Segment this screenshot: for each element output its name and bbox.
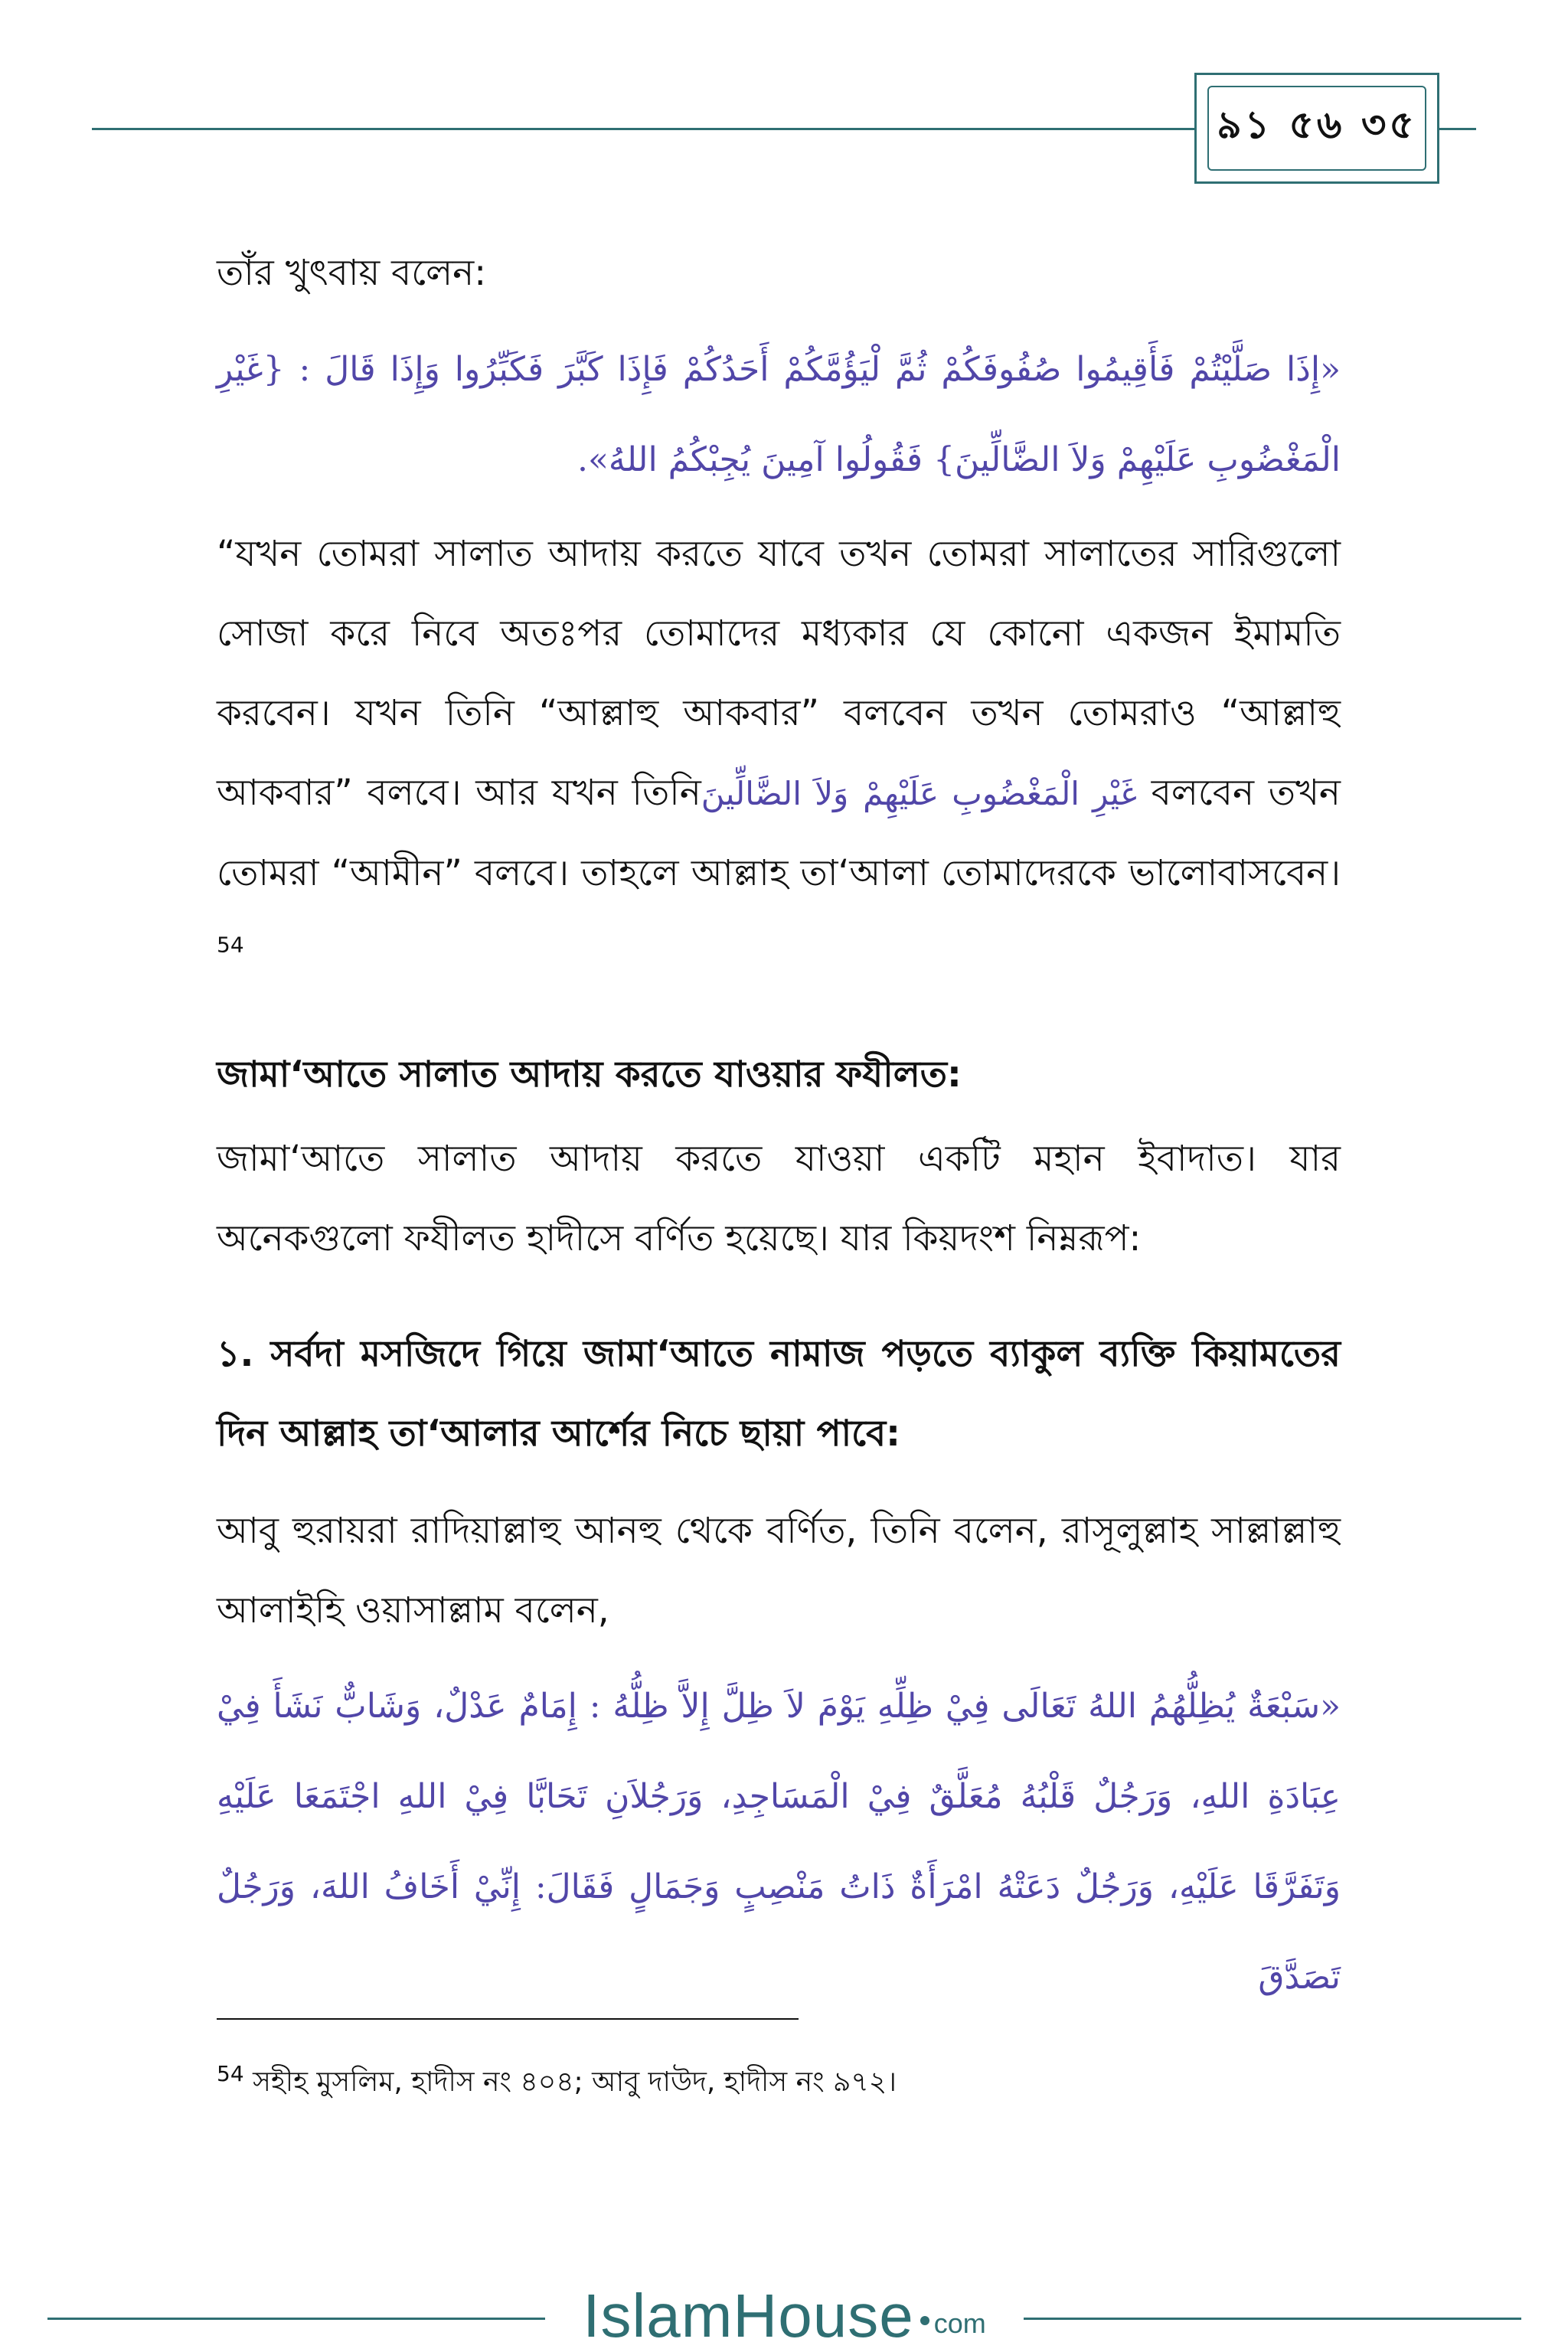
logo-wordmark: IslamHouse [583,2282,914,2350]
islamhouse-logo [545,2282,1024,2350]
point-1-heading: ১. সর্বদা মসজিদে গিয়ে জামা‘আতে নামাজ পড়তে ব্যাকুল ব্যক্তি কিয়ামতের দিন আল্লাহ তা‘আলার আর্শের নিচে ছায়া পাবে: [217,1333,1341,1455]
page-number-box [1194,73,1439,184]
header-rule-left [92,128,1194,130]
arabic-hadith-quote-1: «إِذَا صَلَّيْتُمْ فَأَقِيمُوا صُفُوفَكُمْ ثُمَّ لْيَؤُمَّكُمْ أَحَدُكُمْ فَإِذَا كَبَّرَ فَكَبِّرُوا وَإِذَا قَالَ : {غَيْرِ الْمَغْضُوبِ عَلَيْهِمْ وَلاَ الضَّالِّينَ} فَقُولُوا آمِينَ يُجِبْكُمُ اللهُ». [217,350,1341,479]
footnote-rule [217,2018,799,2020]
header-rule-right [1439,128,1476,130]
logo-suffix: com [933,2308,986,2339]
section-paragraph: জামা‘আতে সালাত আদায় করতে যাওয়া একটি মহান ইবাদাত। যার অনেকগুলো ফযীলত হাদীসে বর্ণিত হয়েছে। যার কিয়দংশ নিম্নরূপ: [217,1138,1341,1259]
narration-text: আবু হুরায়রা রাদিয়াল্লাহু আনহু থেকে বর্ণিত, তিনি বলেন, রাসূলুল্লাহ সাল্লাল্লাহু আলাইহি ওয়াসাল্লাম বলেন, [217,1510,1341,1632]
translation-text-part-1: “যখন তোমরা সালাত আদায় করতে যাবে তখন তোমরা সালাতের সারিগুলো সোজা করে নিবে অতঃপর তোমাদের মধ্যকার যে কোনো একজন ইমামতি করবেন। যখন তিনি “আল্লাহু আকবার” বলবেন তখন তোমরাও “আল্লাহু আকবার” বলবে। আর যখন তিনি [217,533,1341,814]
page-number: ৯১ ৫৬ ৩৫ [1217,103,1417,147]
footnote-text: সহীহ মুসলিম, হাদীস নং ৪০৪; আবু দাউদ, হাদীস নং ৯৭২। [253,2066,897,2098]
intro-text: তাঁর খুৎবায় বলেন: [217,252,487,294]
arabic-inline-wala-ddallin: وَلاَ الضَّالِّينَ [701,775,849,812]
page-number-frame [1207,86,1426,171]
footnote-ref: 54 [217,932,244,958]
translation-text-part-2: বলবেন তখন তোমরা “আমীন” বলবে। তাহলে আল্লাহ তা‘আলা তোমাদেরকে ভালোবাসবেন। [217,772,1341,894]
arabic-hadith-quote-2: «سَبْعَةٌ يُظِلُّهُمُ اللهُ تَعَالَى فِيْ ظِلِّهِ يَوْمَ لاَ ظِلَّ إِلاَّ ظِلُّهُ : إِمَامٌ عَدْلٌ، وَشَابٌّ نَشَأَ فِيْ عِبَادَةِ اللهِ، وَرَجُلٌ قَلْبُهُ مُعَلَّقٌ فِيْ الْمَسَاجِدِ، وَرَجُلاَنِ تَحَابَّا فِيْ اللهِ اجْتَمَعَا عَلَيْهِ وَتَفَرَّقَا عَلَيْهِ، وَرَجُلٌ دَعَتْهُ امْرَأَةٌ ذَاتُ مَنْصِبٍ وَجَمَالٍ فَقَالَ: إِنِّيْ أَخَافُ اللهَ، وَرَجُلٌ تَصَدَّقَ [217,1687,1341,1997]
section-heading: জামা‘আতে সালাত আদায় করতে যাওয়ার ফযীলত: [217,1054,962,1096]
footer-rule-right [1024,2318,1521,2320]
translation-paragraph [217,514,1341,993]
footnote [217,2060,1341,2105]
footnote-number: 54 [217,2061,244,2086]
footer-rule-left [47,2318,545,2320]
arabic-inline-ghairil-maghdubi: غَيْرِ الْمَغْضُوبِ عَلَيْهِمْ [863,775,1137,812]
logo-dot-icon [920,2316,929,2325]
